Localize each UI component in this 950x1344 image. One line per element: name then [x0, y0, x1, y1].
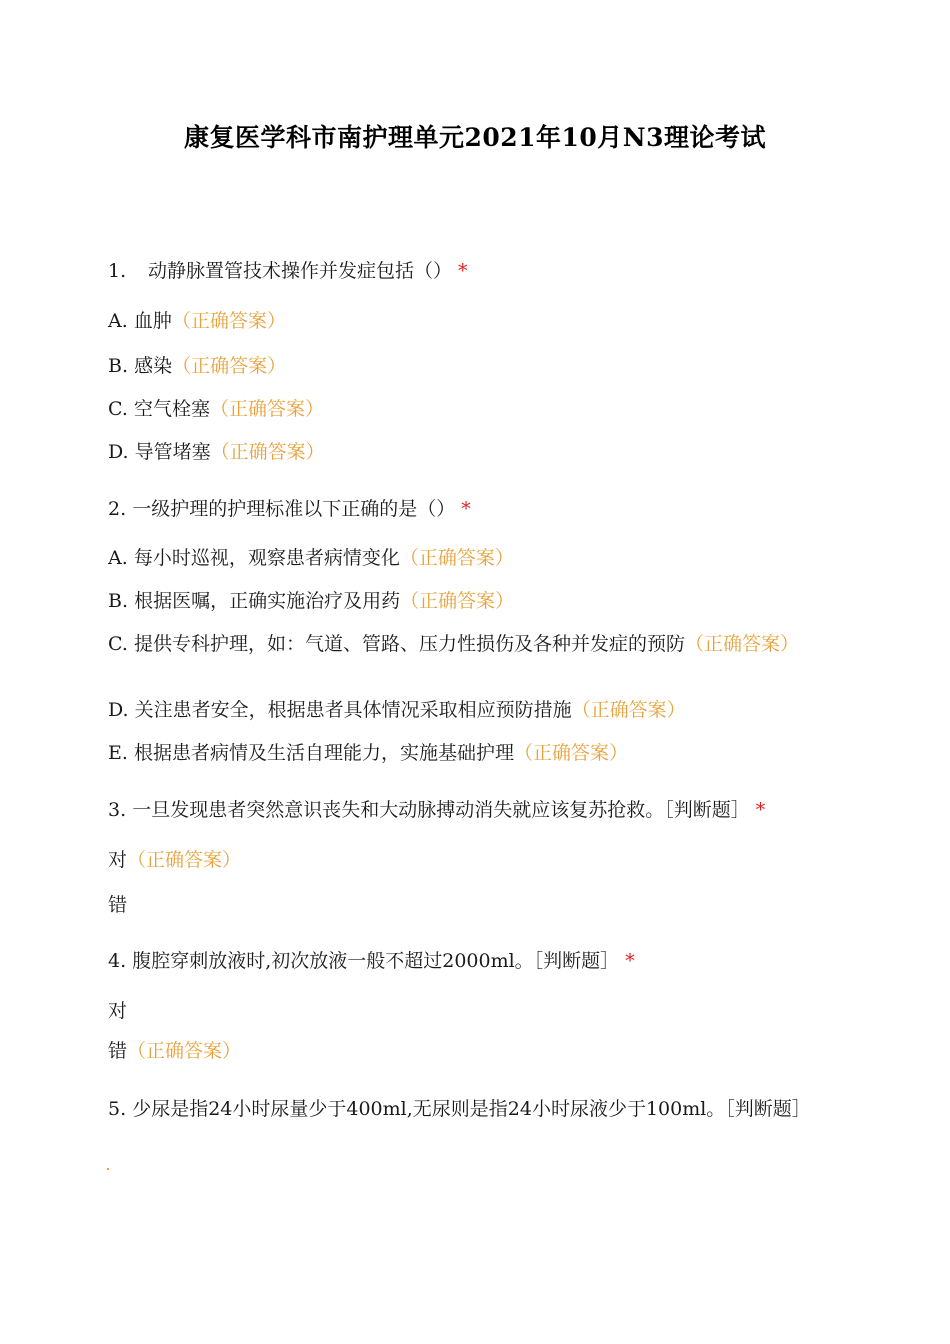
question-text: 腹腔穿刺放液时,初次放液一般不超过2000ml。［判断题］ [132, 950, 620, 972]
correct-answer-mark: （正确答案） [171, 310, 286, 332]
required-star: * [458, 260, 468, 282]
option-label: A. [108, 547, 128, 569]
question-text: 一旦发现患者突然意识丧失和大动脉搏动消失就应该复苏抢救。［判断题］ [132, 799, 750, 821]
option-text: 导管堵塞 [134, 441, 211, 463]
correct-answer-mark: （正确答案） [172, 355, 287, 377]
question-number: 3. [108, 799, 127, 821]
question-number: 1. [108, 260, 127, 282]
question-1 [108, 259, 838, 283]
option-1a [108, 309, 838, 333]
option-2b [108, 589, 838, 613]
option-2d [108, 698, 838, 722]
option-text: 根据医嘱，正确实施治疗及用药 [134, 590, 401, 612]
question-text: 一级护理的护理标准以下正确的是（） [132, 498, 456, 520]
option-text: 错 [108, 1040, 128, 1062]
option-text: 对 [108, 849, 128, 871]
question-number: 5. [108, 1098, 127, 1120]
option-text: 错 [108, 894, 128, 916]
option-2e [108, 741, 838, 765]
question-5 [108, 1097, 838, 1121]
option-label: D. [108, 699, 129, 721]
required-star: * [461, 498, 471, 520]
option-text: 对 [108, 1000, 128, 1022]
correct-answer-mark: （正确答案） [571, 699, 686, 721]
correct-answer-mark: （正确答案） [209, 398, 324, 420]
option-3-false [108, 893, 838, 917]
question-text: 少尿是指24小时尿量少于400ml,无尿则是指24小时尿液少于100ml。［判断题］ [132, 1098, 811, 1120]
correct-answer-mark: （正确答案） [400, 590, 515, 612]
correct-answer-mark: （正确答案） [127, 1040, 242, 1062]
option-label: C. [108, 398, 128, 420]
correct-answer-mark: （正确答案） [127, 849, 242, 871]
option-label: D. [108, 441, 129, 463]
option-label: E. [108, 742, 128, 764]
correct-answer-mark: （正确答案） [513, 742, 628, 764]
option-1b [108, 354, 838, 378]
question-number: 2. [108, 498, 127, 520]
stray-mark [107, 1168, 109, 1170]
option-text: 空气栓塞 [133, 398, 210, 420]
option-text: 每小时巡视，观察患者病情变化 [133, 547, 400, 569]
option-text: 血肿 [133, 310, 172, 332]
option-label: C. [108, 633, 128, 655]
option-text: 关注患者安全，根据患者具体情况采取相应预防措施 [134, 699, 572, 721]
option-1c [108, 397, 838, 421]
option-text: 提供专科护理，如：气道、管路、压力性损伤及各种并发症的预防 [133, 633, 685, 655]
question-number: 4. [108, 950, 127, 972]
option-label: B. [108, 355, 129, 377]
option-4-true [108, 999, 838, 1023]
question-text: 动静脉置管技术操作并发症包括（） [148, 260, 453, 282]
option-text: 感染 [134, 355, 173, 377]
correct-answer-mark: （正确答案） [399, 547, 514, 569]
option-1d [108, 440, 838, 464]
question-3 [108, 798, 838, 822]
correct-answer-mark: （正确答案） [684, 633, 799, 655]
option-2c [108, 632, 813, 656]
page-title: 康复医学科市南护理单元2021年10月N3理论考试 [183, 123, 767, 152]
option-text: 根据患者病情及生活自理能力，实施基础护理 [133, 742, 514, 764]
required-star: * [625, 950, 635, 972]
option-4-false [108, 1039, 838, 1063]
question-4 [108, 949, 838, 973]
required-star: * [755, 799, 766, 821]
option-3-true [108, 848, 838, 872]
question-2 [108, 497, 838, 521]
option-label: B. [108, 590, 129, 612]
correct-answer-mark: （正确答案） [210, 441, 325, 463]
option-label: A. [108, 310, 128, 332]
option-2a [108, 546, 838, 570]
